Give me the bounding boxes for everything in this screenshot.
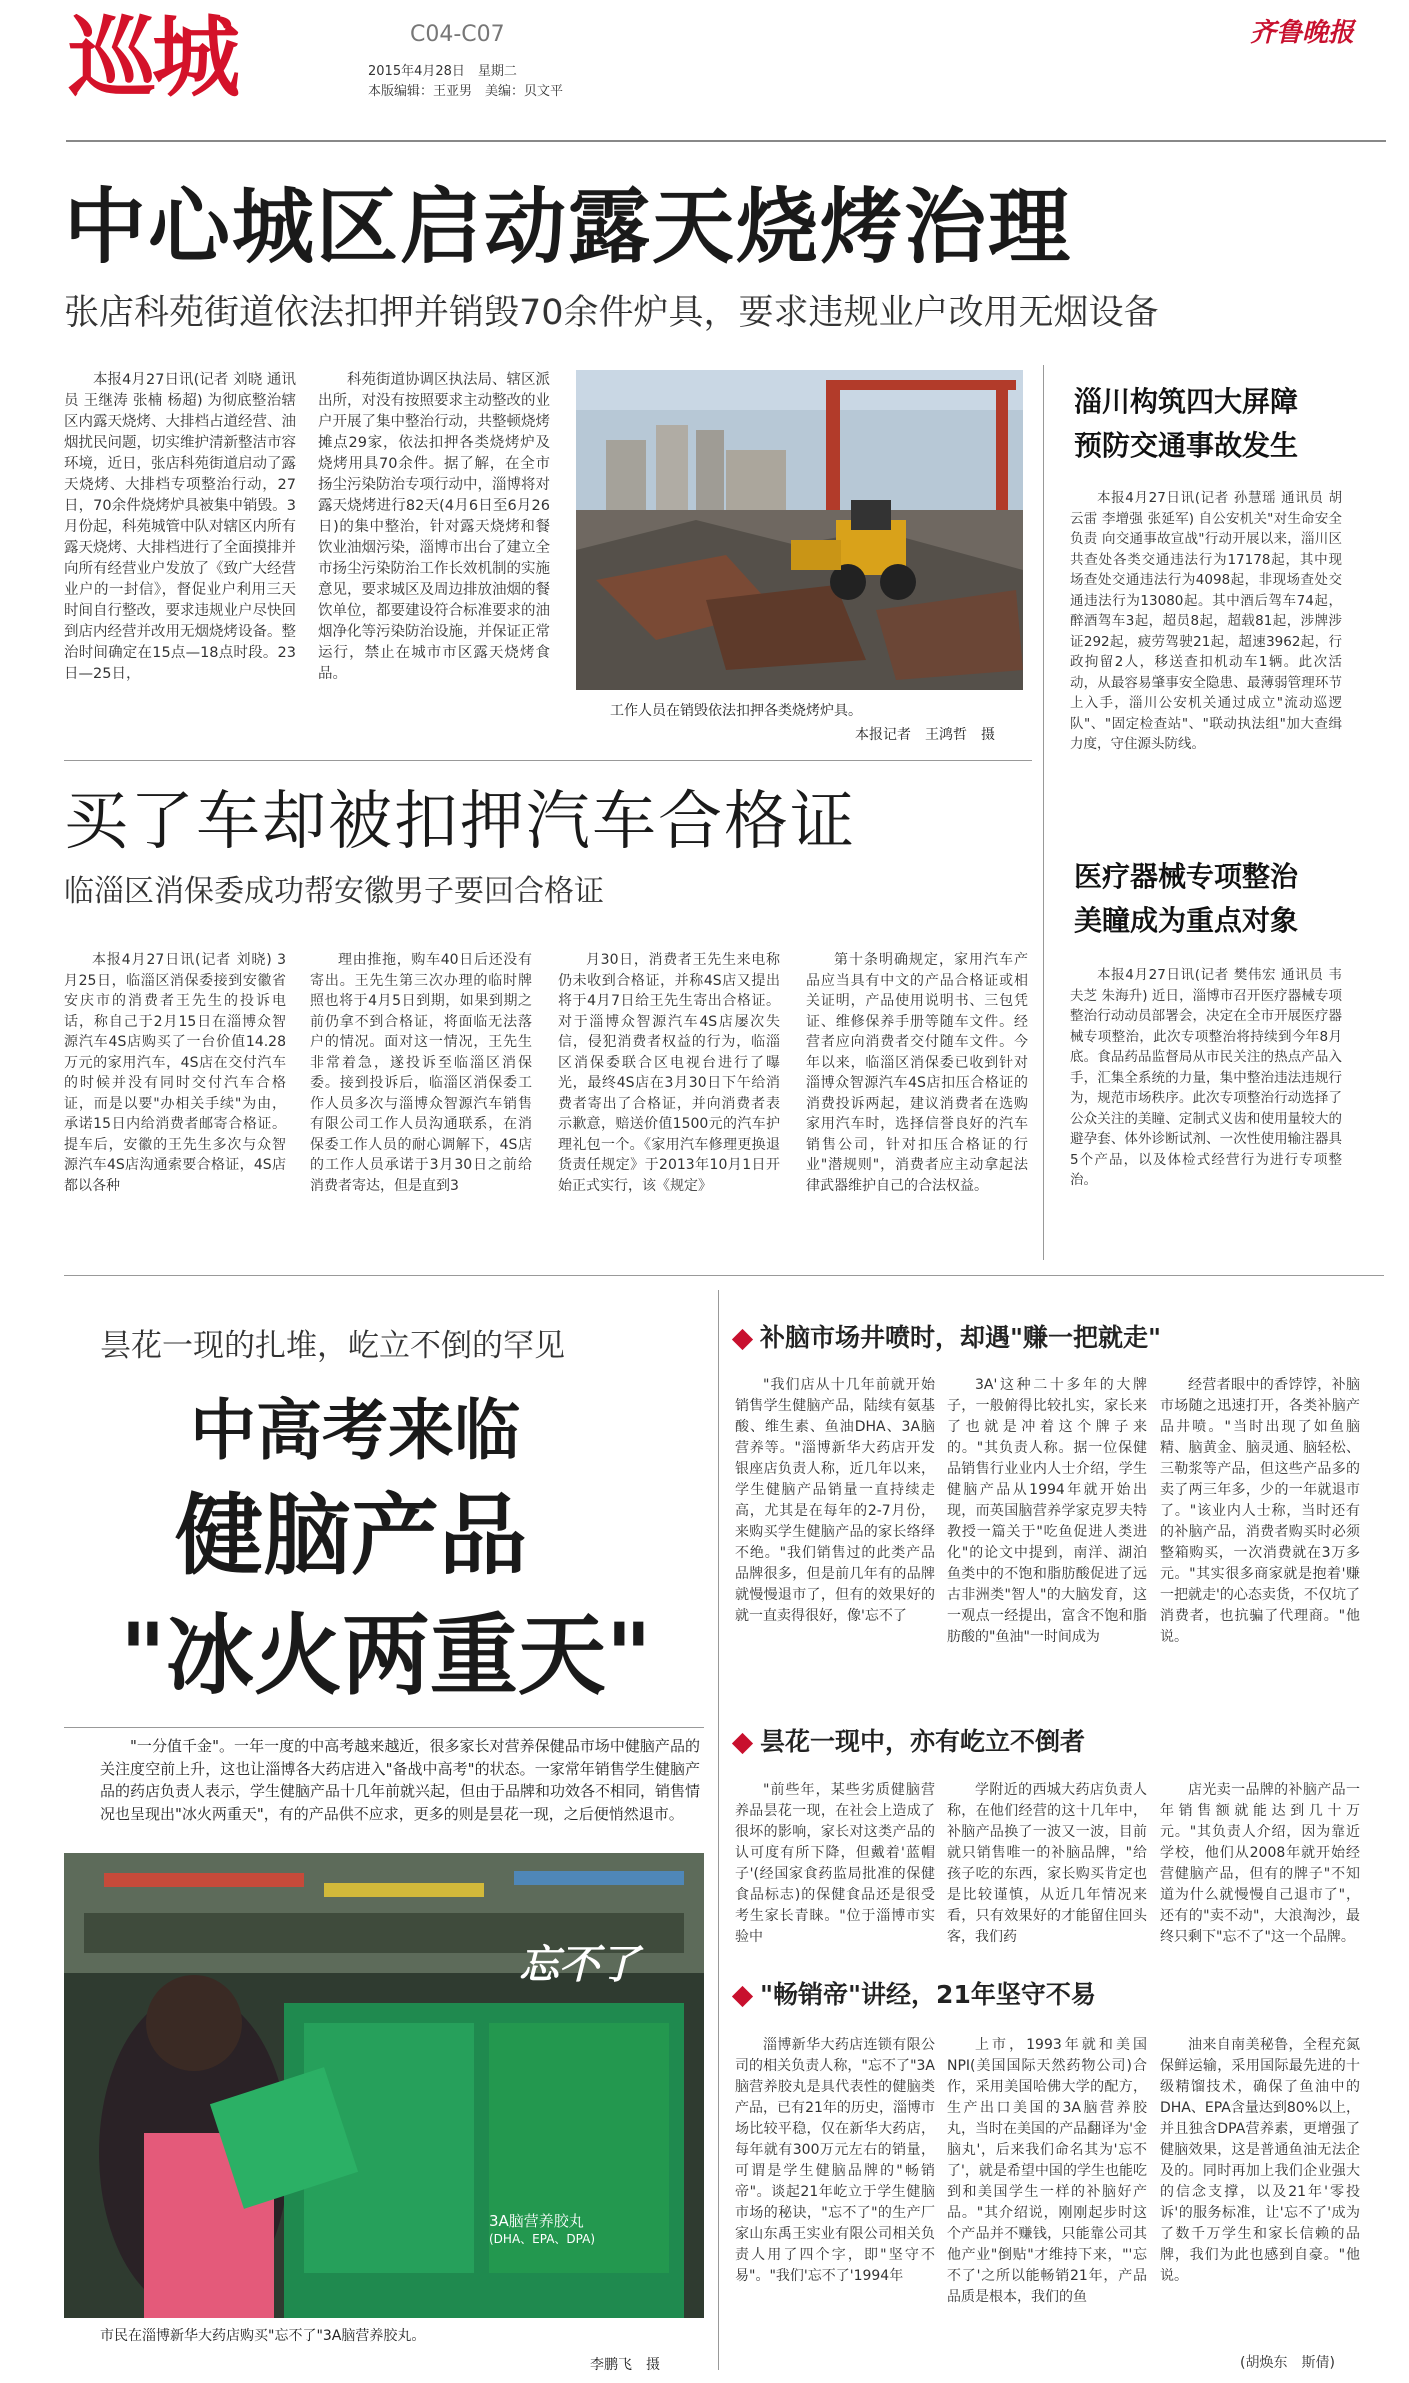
product-box-sub: (DHA、EPA、DPA) — [489, 2232, 596, 2246]
feature-headline-line2: 健脑产品 — [175, 1483, 528, 1587]
feature-photo-credit: 李鹏飞 摄 — [590, 2357, 660, 2373]
story1-photo-caption: 工作人员在销毁依法扣押各类烧烤炉具。 — [610, 703, 862, 719]
newspaper-logo: 齐鲁晚报 — [1250, 18, 1355, 48]
side1-headline-line1: 淄川构筑四大屏障 — [1074, 385, 1299, 418]
sectionA-column-3: 经营者眼中的香饽饽，补脑市场随之迅速打开，各类补脑产品井喷。"当时出现了如鱼脑精、脑黄金、脑灵通、脑轻松、三勒浆等产品，但这些产品多的卖了两三年多，少的一年就退市了。"该业内人士称，当时还有的补脑产品，消费者购买时必须整箱购买，一次消费就在3万多元。"其实很多商家就是抱着'赚一把就走'的心态卖货，不仅坑了消费者，也抗骗了代理商。"他说。 — [1160, 1377, 1360, 1645]
section-title: 巡城 — [68, 6, 237, 109]
issue-date: 2015年4月28日 星期二 — [368, 64, 517, 79]
sectionC-heading: "畅销帝"讲经，21年坚守不易 — [735, 1975, 1096, 2011]
story1-photo-credit: 本报记者 王鸿哲 摄 — [855, 727, 995, 743]
side2-body: 本报4月27日讯(记者 樊伟宏 通讯员 韦夫芝 朱海升) 近日，淄博市召开医疗器械专项整治行动动员部署会，决定在全市开展医疗器械专项整治，此次专项整治将持续到今年8月底。食品药品监督局从市民关注的热点产品入手，汇集全系统的力量，集中整治违法违规行为，规范市场秩序。此次专项整治行动选择了公众关注的美瞳、定制式义齿和使用量较大的避孕套、体外诊断试剂、一次性使用输注器具5个产品，以及体检式经营行为进行专项整治。 — [1070, 967, 1342, 1188]
masthead — [0, 0, 1409, 145]
side1-body: 本报4月27日讯(记者 孙慧瑶 通讯员 胡云雷 李增强 张延军) 自公安机关"对生命安全负责 向交通事故宣战"行动开展以来，淄川区共查处各类交通违法行为17178起，其中现场查处交通违法行为4098起，非现场查处交通违法行为13080起。其中酒后驾车74起，醉酒驾车3起，超员8起，超载81起，涉牌涉证292起，疲劳驾驶21起，超速3962起，行政拘留2人，移送查扣机动车1辆。此次活动，从最容易肇事安全隐患、最薄弱管理环节上入手，淄川公安机关通过成立"流动巡逻队"、"固定检查站"、"联动执法组"加大查缉力度，守住源头防线。 — [1070, 490, 1342, 752]
sectionB-column-2: 学附近的西城大药店负责人称，在他们经营的这十几年中，补脑产品换了一波又一波，目前就只销售唯一的补脑品牌，"给孩子吃的东西，家长购买肯定也是比较谨慎，从近几年情况来看，只有效果好的才能留住回头客，我们药 — [947, 1782, 1147, 1945]
story1-subhead: 张店科苑街道依法扣押并销毁70余件炉具，要求违规业户改用无烟设备 — [64, 293, 1159, 333]
sectionC-column-1: 淄博新华大药店连锁有限公司的相关负责人称，"忘不了"3A脑营养胶丸是具代表性的健脑类产品，已有21年的历史，淄博市场比较平稳，仅在新华大药店，每年就有300万元左右的销量，可谓是学生健脑品牌的"畅销帝"。谈起21年屹立于学生健脑市场的秘诀，"忘不了"的生产厂家山东禹王实业有限公司相关负责人用了四个字，即"坚守不易"。"我们'忘不了'1994年 — [735, 2037, 935, 2284]
diamond-bullet-icon — [732, 1328, 753, 1349]
story2-bottom-rule — [64, 1275, 1384, 1276]
story1-column-2: 科苑街道协调区执法局、辖区派出所，对没有按照要求主动整改的业户开展了集中整治行动，共整顿烧烤摊点29家，依法扣押各类烧烤炉及烧烤用具70余件。据了解，在全市扬尘污染防治专项行动中，淄博将对露天烧烤进行82天(4月6日至6月26日)的集中整治，针对露天烧烤和餐饮业油烟污染，淄博市出台了建立全市扬尘污染防治工作长效机制的实施意见，要求城区及周边排放油烟的餐饮单位，都要建设符合标准要求的油烟净化等污染防治设施，并保证正常运行，禁止在城市市区露天烧烤食品。 — [318, 372, 550, 682]
diamond-bullet-icon — [732, 1732, 753, 1753]
masthead-divider — [66, 140, 1386, 142]
sectionB-column-3: 店光卖一品牌的补脑产品一年销售额就能达到几十万元。"其负责人介绍，因为靠近学校，他们从2008年就开始经营健脑产品，但有的牌子"不知道为什么就慢慢自己退市了"，还有的"卖不动"，大浪淘沙，最终只剩下"忘不了"这一个品牌。 — [1160, 1782, 1360, 1945]
story2-headline: 买了车却被扣押汽车合格证 — [64, 785, 856, 859]
story1-column-1: 本报4月27日讯(记者 刘晓 通讯员 王继涛 张楠 杨超) 为彻底整治辖区内露天烧烤、大排档占道经营、油烟扰民问题，切实维护清新整洁市容环境，近日，张店科苑街道启动了露天烧烤、大排档专项整治行动，27日，70余件烧烤炉具被集中销毁。3月份起，科苑城管中队对辖区内所有露天烧烤、大排档进行了全面摸排并向所有经营业户发放了《致广大经营业户的一封信》，督促业户利用三天时间自行整改，要求违规业户尽快回到店内经营并改用无烟烧烤设备。整治时间确定在15点—18点时段。23日—25日， — [64, 372, 296, 682]
editor-credits: 本版编辑：王亚男 美编：贝文平 — [368, 84, 564, 99]
story1-bottom-rule — [64, 760, 1032, 761]
sectionA-column-2: 3A'这种二十多年的大牌子，一般俯得比较扎实，家长来了也就是冲着这个牌子来的。"其负责人称。据一位保健品销售行业业内人士介绍，学生健脑产品从1994年就开始出现，而英国脑营养学家克罗夫特教授一篇关于"吃鱼促进人类进化"的论文中提到，南洋、湖泊鱼类中的不饱和脂肪酸促进了远古非洲类"智人"的大脑发育，这一观点一经提出，富含不饱和脂肪酸的"鱼油"一时间成为 — [947, 1377, 1147, 1645]
diamond-bullet-icon — [732, 1985, 753, 2006]
sectionC-column-3: 油来自南美秘鲁，全程充氮保鲜运输，采用国际最先进的十级精馏技术，确保了鱼油中的DHA、EPA含量达到80%以上，并且独含DPA营养素，更增强了健脑效果，这是普通鱼油无法企及的。同时再加上我们企业强大的信念支撑，以及21年'零投诉'的服务标准，让'忘不了'成为了数千万学生和家长信赖的品牌，我们为此也感到自豪。"他说。 — [1160, 2037, 1360, 2284]
sectionA-heading: 补脑市场井喷时，却遇"赚一把就走" — [735, 1318, 1161, 1354]
product-box-label: 3A脑营养胶丸 — [489, 2212, 584, 2230]
story1-photo — [576, 370, 1023, 690]
feature-headline-line1: 中高考来临 — [190, 1391, 520, 1469]
story2-column-3: 月30日，消费者王先生来电称仍未收到合格证，并称4S店又提出将于4月7日给王先生寄出合格证。对于淄博众智源汽车4S店屡次失信，侵犯消费者权益的行为，临淄区消保委联合区电视台进行了曝光，最终4S店在3月30日下午给消费者寄出了合格证，并向消费者表示歉意，赔送价值1500元的汽车护理礼包一个。《家用汽车修理更换退货责任规定》于2013年10月1日开始正式实行，该《规定》 — [558, 952, 780, 1194]
story2-column-2: 理由推拖，购车40日后还没有寄出。王先生第三次办理的临时牌照也将于4月5日到期，如果到期之前仍拿不到合格证，将面临无法落户的情况。面对这一情况，王先生非常着急，遂投诉至临淄区消保委。接到投诉后，临淄区消保委工作人员多次与淄博众智源汽车销售有限公司工作人员沟通联系，在消保委工作人员的耐心调解下，4S店的工作人员承诺于3月30日之前给消费者寄达，但是直到3 — [310, 952, 532, 1194]
side2-headline-line2: 美瞳成为重点对象 — [1074, 904, 1299, 937]
sectionA-column-1: "我们店从十几年前就开始销售学生健脑产品，陆续有氨基酸、维生素、鱼油DHA、3A脑营养等。"淄博新华大药店开发银座店负责人称，近几年以来，学生健脑产品销量一直持续走高，尤其是在每年的2-7月份，来购买学生健脑产品的家长络绎不绝。"我们销售过的此类产品品牌很多，但是前几年有的品牌就慢慢退市了，但有的效果好的就一直卖得很好，像'忘不了 — [735, 1377, 935, 1624]
feature-column-divider — [718, 1290, 719, 2370]
feature-photo — [64, 1853, 704, 2318]
sectionB-heading: 昙花一现中，亦有屹立不倒者 — [735, 1722, 1085, 1758]
right-column-divider — [1043, 365, 1044, 1260]
story2-subhead: 临淄区消保委成功帮安徽男子要回合格证 — [64, 874, 604, 909]
product-box-brand: 忘不了 — [519, 1942, 639, 1988]
story2-column-1: 本报4月27日讯(记者 刘晓) 3月25日，临淄区消保委接到安徽省安庆市的消费者王先生的投诉电话，称自己于2月15日在淄博众智源汽车4S店购买了一台价值14.28万元的家用汽车，4S店在交付汽车的时候并没有同时交付汽车合格证，而是以要"办相关手续"为由，承诺15日内给消费者邮寄合格证。提车后，安徽的王先生多次与众智源汽车4S店沟通索要合格证，4S店都以各种 — [64, 952, 286, 1194]
feature-headline-line3: "冰火两重天" — [120, 1603, 652, 1707]
side1-headline-line2: 预防交通事故发生 — [1074, 429, 1299, 462]
story1-headline: 中心城区启动露天烧烤治理 — [64, 180, 1073, 275]
feature-lead: "一分值千金"。一年一度的中高考越来越近，很多家长对营养保健品市场中健脑产品的关注度空前上升，这也让淄博各大药店进入"备战中高考"的状态。一家常年销售学生健脑产品的药店负责人表示，学生健脑产品十几年前就兴起，但由于品牌和功效各不相同，销售情况也呈现出"冰火两重天"，有的产品供不应求，更多的则是昙花一现，之后便悄然退市。 — [100, 1737, 700, 1823]
sectionB-column-1: "前些年，某些劣质健脑营养品昙花一现，在社会上造成了很坏的影响，家长对这类产品的认可度有所下降，但戴着'蓝帽子'(经国家食药监局批准的保健食品标志)的保健食品还是很受考生家长青睐。"位于淄博市实验中 — [735, 1782, 935, 1945]
sectionC-column-2: 上市，1993年就和美国NPI(美国国际天然药物公司)合作，采用美国哈佛大学的配方，生产出口美国的3A脑营养胶丸，当时在美国的产品翻译为'金脑丸'，后来我们命名其为'忘不了'，就是希望中国的学生也能吃到和美国学生一样的补脑好产品。"其介绍说，刚刚起步时这个产品并不赚钱，只能靠公司其他产业"倒贴"才维持下来，"'忘不了'之所以能畅销21年，产品品质是根本，我们的鱼 — [947, 2037, 1147, 2305]
sectionC-credit: (胡焕东 斯倩) — [1240, 2355, 1335, 2371]
page-range: C04-C07 — [410, 22, 505, 47]
feature-lead-rule — [64, 1727, 704, 1728]
feature-kicker: 昙花一现的扎堆，屹立不倒的罕见 — [100, 1328, 565, 1364]
story2-column-4: 第十条明确规定，家用汽车产品应当具有中文的产品合格证或相关证明，产品使用说明书、三包凭证、维修保养手册等随车文件。经营者应向消费者交付随车文件。今年以来，临淄区消保委已收到针对淄博众智源汽车4S店扣压合格证的消费投诉两起，建议消费者在选购家用汽车时，选择信誉良好的汽车销售公司，针对扣压合格证的行业"潜规则"，消费者应主动拿起法律武器维护自己的合法权益。 — [806, 952, 1028, 1194]
side2-headline-line1: 医疗器械专项整治 — [1074, 860, 1299, 893]
feature-photo-caption: 市民在淄博新华大药店购买"忘不了"3A脑营养胶丸。 — [100, 2328, 426, 2344]
